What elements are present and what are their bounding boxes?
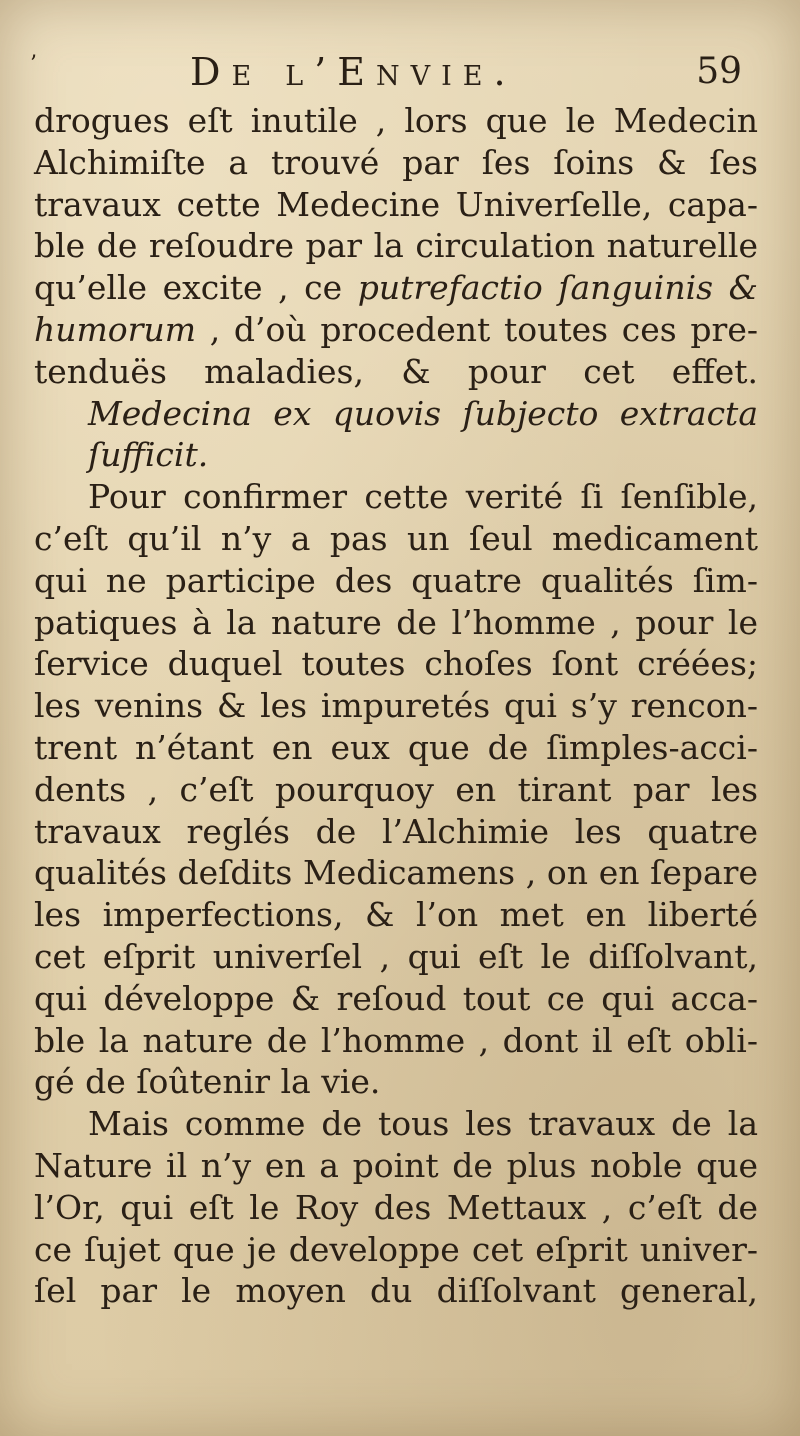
- text-line: qui développe & reſoud tout ce qui acca-: [34, 978, 758, 1018]
- text-line: dents , c’eſt pourquoy en tirant par les: [34, 769, 758, 809]
- page-number: 59: [696, 51, 742, 92]
- text-line: ſufficit.: [88, 435, 209, 475]
- text-line: cet eſprit univerſel , qui eſt le diſſolvant,: [34, 936, 758, 976]
- text-line: gé de ſoûtenir la vie.: [34, 1062, 381, 1102]
- text-line: l’Or, qui eſt le Roy des Mettaux , c’eſt de: [34, 1187, 758, 1227]
- text-line: ble de reſoudre par la circulation naturelle: [34, 226, 758, 266]
- text-line: tenduës maladies, & pour cet effet.: [34, 351, 758, 391]
- text-line: ce ſujet que je developpe cet eſprit univer-: [34, 1229, 758, 1269]
- text-line: drogues eſt inutile , lors que le Medecin: [34, 101, 758, 140]
- text-line: trent n’étant en eux que de ſimples-acci-: [34, 727, 758, 767]
- latin-phrase: humorum: [34, 309, 196, 349]
- text-line: qui ne participe des quatre qualités ſim-: [34, 560, 758, 600]
- text-line: ble la nature de l’homme , dont il eſt obli-: [34, 1020, 758, 1060]
- text-line: [34, 267, 758, 309]
- text-line: ſervice duquel toutes choſes ſont créées;: [34, 644, 758, 684]
- running-header: [30, 44, 770, 104]
- text-line: Mais comme de tous les travaux de la: [88, 1104, 758, 1144]
- text-line: Pour confirmer cette verité ſi ſenſible,: [88, 477, 758, 517]
- latin-phrase: putrefactio ſanguinis &: [357, 268, 758, 308]
- text-run: , d’où procedent toutes ces pre-: [196, 309, 758, 349]
- text-line: Alchimiſte a trouvé par ſes ſoins & ſes: [34, 142, 758, 182]
- text-line: Nature il n’y en a point de plus noble que: [34, 1145, 758, 1185]
- text-line: qualités deſdits Medicamens , on en ſepare: [34, 853, 758, 893]
- text-run: qu’elle excite , ce: [34, 268, 358, 308]
- text-line: [34, 309, 758, 351]
- running-title: De l’Envie.: [190, 50, 517, 94]
- header-mark: ’: [30, 52, 37, 77]
- text-line: les venins & les impuretés qui s’y rencon-: [34, 686, 758, 726]
- text-line: travaux cette Medecine Univerſelle, capa-: [34, 184, 758, 224]
- text-line: Medecina ex quovis ſubjecto extracta: [88, 393, 758, 433]
- body-text: [34, 100, 758, 1312]
- text-line: travaux reglés de l’Alchimie les quatre: [34, 811, 758, 851]
- text-line: c’eſt qu’il n’y a pas un ſeul medicament: [34, 518, 758, 558]
- text-line: les imperfections, & l’on met en liberté: [34, 895, 758, 935]
- text-line: patiques à la nature de l’homme , pour le: [34, 602, 758, 642]
- text-line: ſel par le moyen du diſſolvant general,: [34, 1271, 758, 1311]
